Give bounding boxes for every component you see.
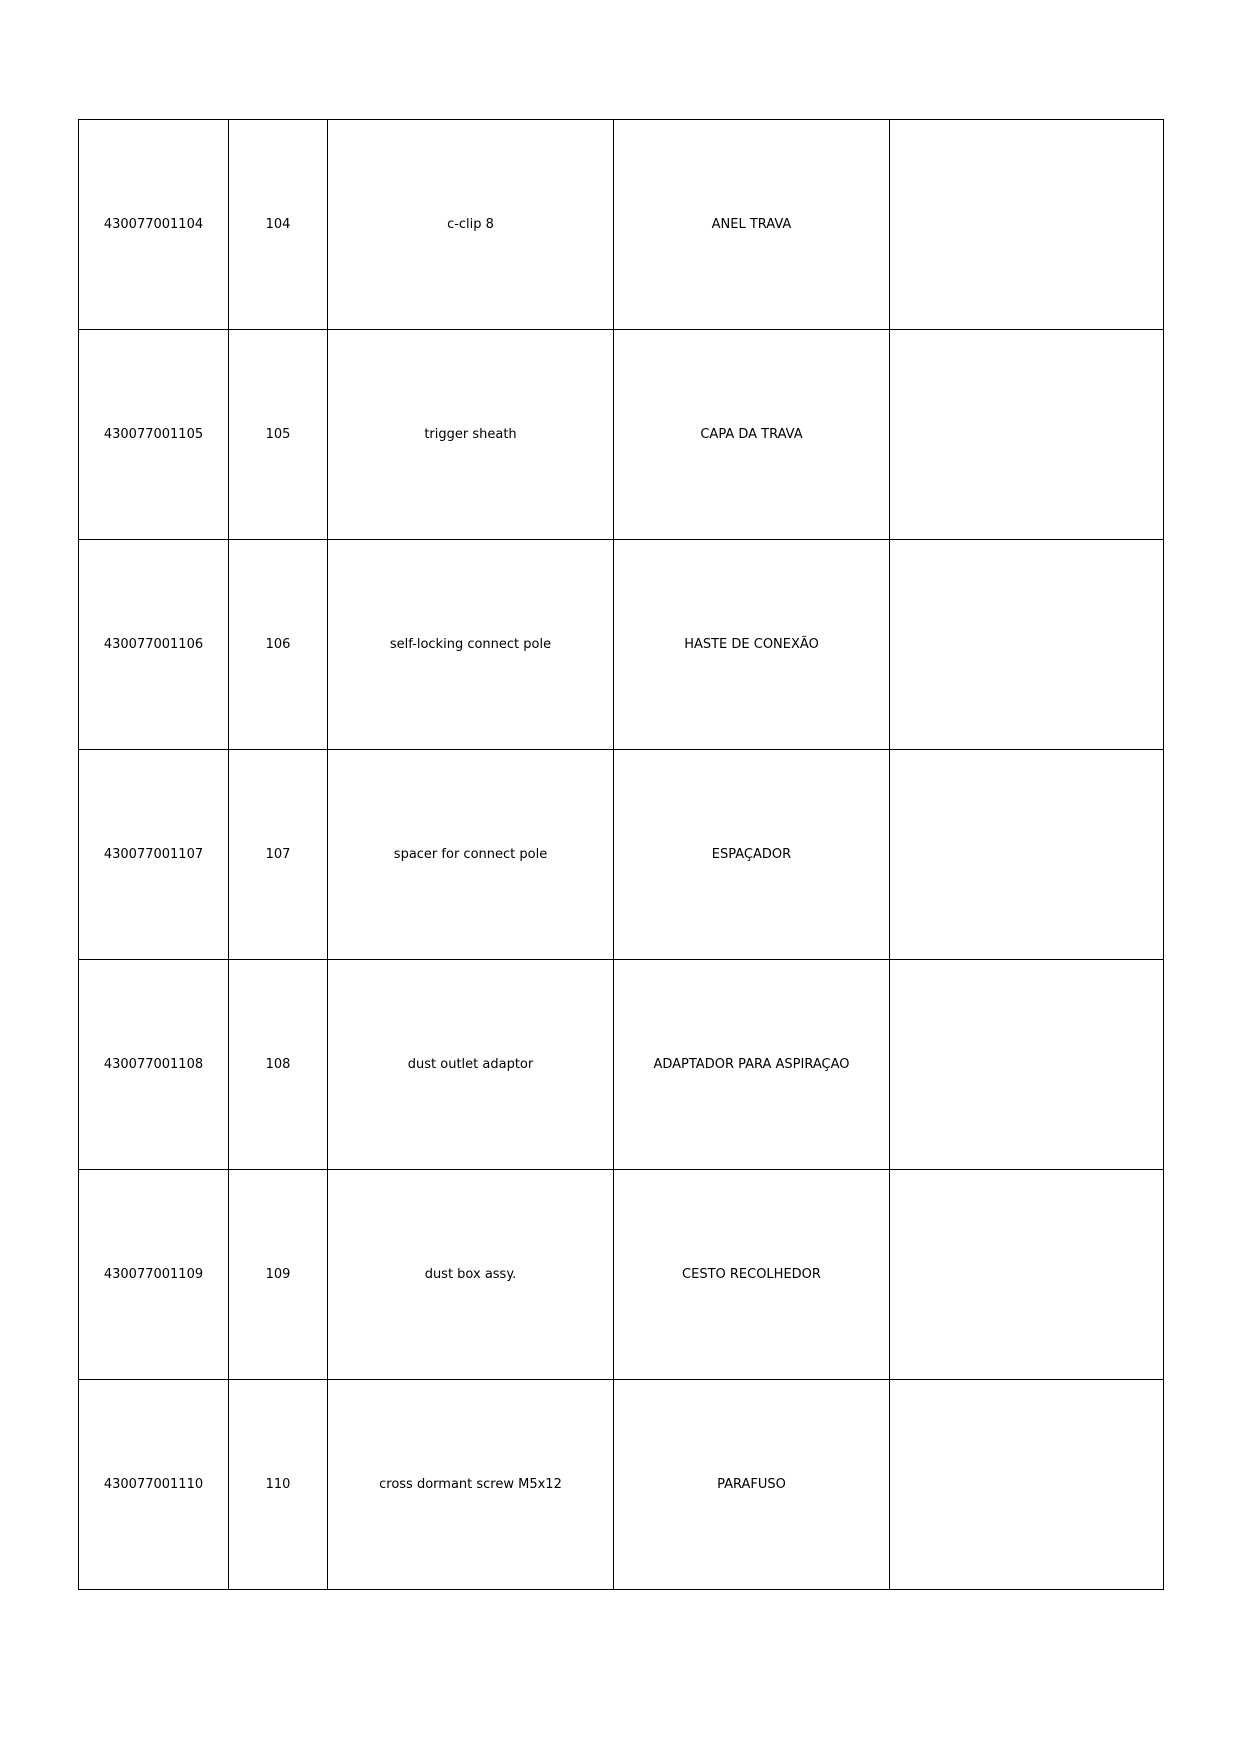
parts-table (78, 119, 1164, 1590)
part-code-cell: 430077001109 (79, 1170, 229, 1380)
table-row (79, 750, 1164, 960)
part-code-cell: 430077001105 (79, 330, 229, 540)
description-en-cell: dust outlet adaptor (328, 960, 614, 1170)
description-en-cell: self-locking connect pole (328, 540, 614, 750)
part-number-cell: 107 (229, 750, 328, 960)
part-number-cell: 109 (229, 1170, 328, 1380)
description-pt-cell: CESTO RECOLHEDOR (614, 1170, 890, 1380)
empty-cell (890, 540, 1164, 750)
part-code-cell: 430077001108 (79, 960, 229, 1170)
empty-cell (890, 960, 1164, 1170)
description-en-cell: c-clip 8 (328, 120, 614, 330)
description-pt-cell: PARAFUSO (614, 1380, 890, 1590)
part-number-cell: 108 (229, 960, 328, 1170)
part-code-cell: 430077001107 (79, 750, 229, 960)
description-en-cell: cross dormant screw M5x12 (328, 1380, 614, 1590)
part-number-cell: 106 (229, 540, 328, 750)
part-code-cell: 430077001106 (79, 540, 229, 750)
description-pt-cell: ANEL TRAVA (614, 120, 890, 330)
empty-cell (890, 330, 1164, 540)
table-row (79, 330, 1164, 540)
part-code-cell: 430077001110 (79, 1380, 229, 1590)
empty-cell (890, 1380, 1164, 1590)
description-pt-cell: HASTE DE CONEXÃO (614, 540, 890, 750)
part-code-cell: 430077001104 (79, 120, 229, 330)
table-row (79, 960, 1164, 1170)
description-en-cell: dust box assy. (328, 1170, 614, 1380)
description-en-cell: spacer for connect pole (328, 750, 614, 960)
part-number-cell: 105 (229, 330, 328, 540)
table-row (79, 1380, 1164, 1590)
table-row (79, 1170, 1164, 1380)
table-row (79, 120, 1164, 330)
empty-cell (890, 1170, 1164, 1380)
empty-cell (890, 120, 1164, 330)
description-en-cell: trigger sheath (328, 330, 614, 540)
part-number-cell: 110 (229, 1380, 328, 1590)
table-row (79, 540, 1164, 750)
empty-cell (890, 750, 1164, 960)
description-pt-cell: ESPAÇADOR (614, 750, 890, 960)
part-number-cell: 104 (229, 120, 328, 330)
description-pt-cell: ADAPTADOR PARA ASPIRAÇAO (614, 960, 890, 1170)
description-pt-cell: CAPA DA TRAVA (614, 330, 890, 540)
